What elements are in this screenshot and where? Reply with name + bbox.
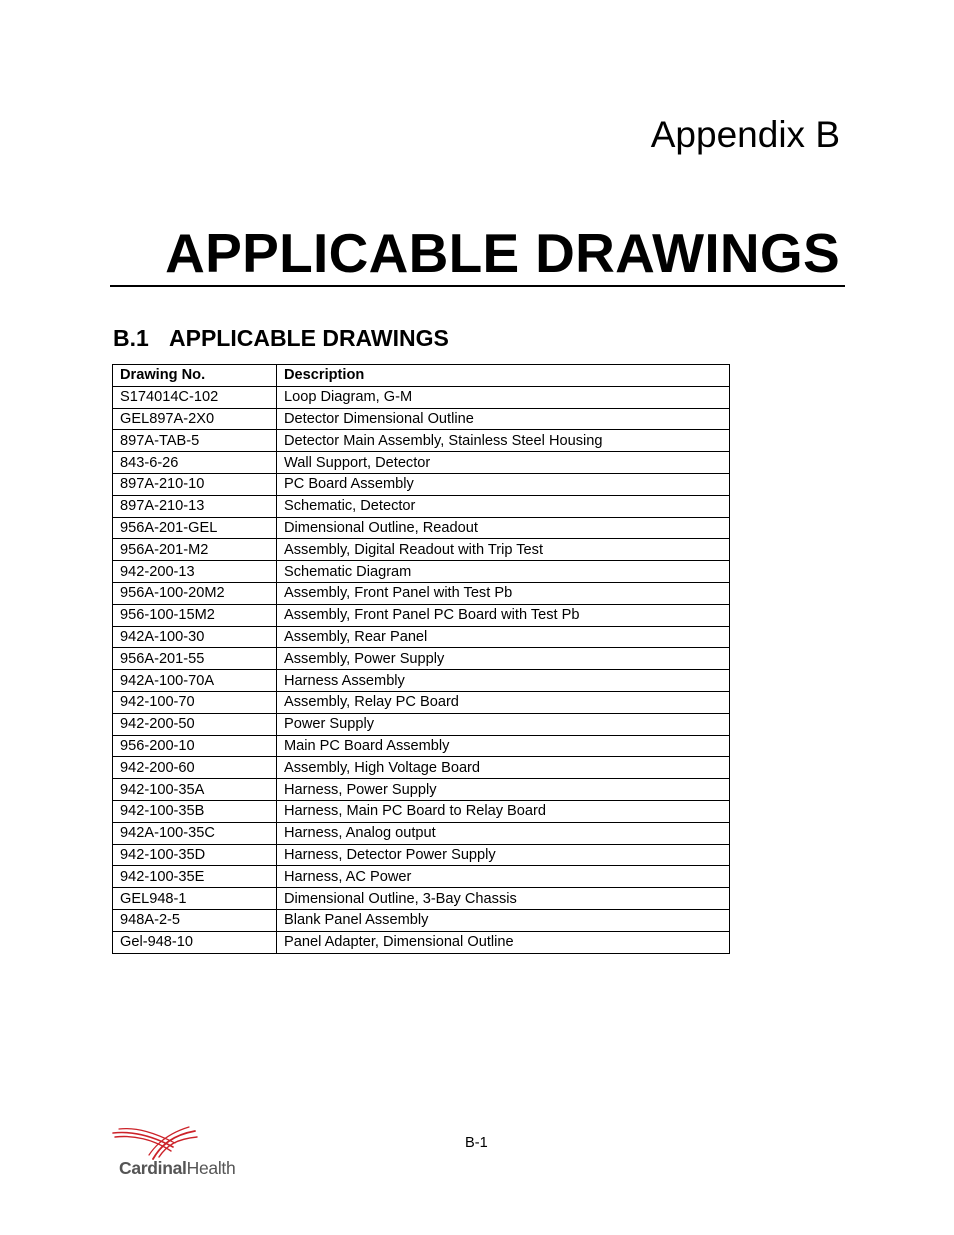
drawing-number-cell: S174014C-102 xyxy=(113,386,277,408)
drawing-number-cell: Gel-948-10 xyxy=(113,931,277,953)
drawing-number-cell: 956A-201-M2 xyxy=(113,539,277,561)
table-header-row xyxy=(113,365,730,387)
table-row xyxy=(113,561,730,583)
drawing-number-cell: 942-100-35D xyxy=(113,844,277,866)
description-cell: Detector Dimensional Outline xyxy=(277,408,730,430)
logo-text-cardinal: Cardinal xyxy=(119,1158,187,1178)
description-cell: Assembly, High Voltage Board xyxy=(277,757,730,779)
logo-text-health: Health xyxy=(186,1158,236,1178)
description-cell: Harness, Detector Power Supply xyxy=(277,844,730,866)
description-cell: Main PC Board Assembly xyxy=(277,735,730,757)
drawing-number-cell: 956A-100-20M2 xyxy=(113,582,277,604)
description-cell: Dimensional Outline, 3-Bay Chassis xyxy=(277,888,730,910)
cardinal-health-logo xyxy=(111,1125,271,1185)
table-row xyxy=(113,779,730,801)
drawing-number-cell: 956-200-10 xyxy=(113,735,277,757)
drawing-number-cell: 956-100-15M2 xyxy=(113,604,277,626)
description-cell: Blank Panel Assembly xyxy=(277,909,730,931)
description-cell: Harness Assembly xyxy=(277,670,730,692)
table-row xyxy=(113,735,730,757)
column-header-description: Description xyxy=(277,365,730,387)
drawing-number-cell: 948A-2-5 xyxy=(113,909,277,931)
table-row xyxy=(113,604,730,626)
table-row xyxy=(113,844,730,866)
description-cell: Assembly, Front Panel PC Board with Test Pb xyxy=(277,604,730,626)
table-row xyxy=(113,931,730,953)
table-row xyxy=(113,800,730,822)
description-cell: Wall Support, Detector xyxy=(277,452,730,474)
drawing-number-cell: 942A-100-30 xyxy=(113,626,277,648)
table-row xyxy=(113,648,730,670)
description-cell: Dimensional Outline, Readout xyxy=(277,517,730,539)
description-cell: Assembly, Digital Readout with Trip Test xyxy=(277,539,730,561)
description-cell: Power Supply xyxy=(277,713,730,735)
section-number: B.1 xyxy=(113,325,149,351)
description-cell: Assembly, Front Panel with Test Pb xyxy=(277,582,730,604)
section-title: APPLICABLE DRAWINGS xyxy=(169,325,449,351)
drawing-number-cell: 942A-100-35C xyxy=(113,822,277,844)
drawing-number-cell: 897A-210-10 xyxy=(113,473,277,495)
table-row xyxy=(113,822,730,844)
drawing-number-cell: 942-200-60 xyxy=(113,757,277,779)
table-row xyxy=(113,582,730,604)
table-row xyxy=(113,626,730,648)
description-cell: Panel Adapter, Dimensional Outline xyxy=(277,931,730,953)
table-row xyxy=(113,430,730,452)
table-row xyxy=(113,909,730,931)
cardinal-bird-icon xyxy=(111,1125,201,1161)
table-row xyxy=(113,713,730,735)
drawing-number-cell: 897A-210-13 xyxy=(113,495,277,517)
drawing-number-cell: 942-100-70 xyxy=(113,691,277,713)
drawing-number-cell: 942-100-35A xyxy=(113,779,277,801)
section-heading xyxy=(113,322,449,354)
table-row xyxy=(113,691,730,713)
description-cell: Assembly, Power Supply xyxy=(277,648,730,670)
column-header-drawing-no: Drawing No. xyxy=(113,365,277,387)
table-row xyxy=(113,452,730,474)
description-cell: PC Board Assembly xyxy=(277,473,730,495)
table-row xyxy=(113,888,730,910)
description-cell: Harness, Main PC Board to Relay Board xyxy=(277,800,730,822)
table-row xyxy=(113,670,730,692)
description-cell: Schematic, Detector xyxy=(277,495,730,517)
table-row xyxy=(113,386,730,408)
table-row xyxy=(113,539,730,561)
drawing-number-cell: 942-100-35E xyxy=(113,866,277,888)
description-cell: Assembly, Relay PC Board xyxy=(277,691,730,713)
title-divider xyxy=(110,285,845,287)
description-cell: Harness, AC Power xyxy=(277,866,730,888)
drawing-number-cell: 942-100-35B xyxy=(113,800,277,822)
drawings-table xyxy=(112,364,730,954)
drawing-number-cell: GEL948-1 xyxy=(113,888,277,910)
description-cell: Harness, Power Supply xyxy=(277,779,730,801)
description-cell: Harness, Analog output xyxy=(277,822,730,844)
description-cell: Detector Main Assembly, Stainless Steel Housing xyxy=(277,430,730,452)
description-cell: Schematic Diagram xyxy=(277,561,730,583)
drawing-number-cell: 897A-TAB-5 xyxy=(113,430,277,452)
table-row xyxy=(113,517,730,539)
drawing-number-cell: 942-200-50 xyxy=(113,713,277,735)
table-row xyxy=(113,408,730,430)
logo-wordmark xyxy=(119,1158,235,1179)
drawing-number-cell: GEL897A-2X0 xyxy=(113,408,277,430)
table-row xyxy=(113,866,730,888)
description-cell: Assembly, Rear Panel xyxy=(277,626,730,648)
table-row xyxy=(113,495,730,517)
drawing-number-cell: 942-200-13 xyxy=(113,561,277,583)
table-row xyxy=(113,473,730,495)
table-row xyxy=(113,757,730,779)
drawing-number-cell: 956A-201-GEL xyxy=(113,517,277,539)
appendix-label: Appendix B xyxy=(650,114,840,155)
drawing-number-cell: 942A-100-70A xyxy=(113,670,277,692)
chapter-title: APPLICABLE DRAWINGS xyxy=(165,222,840,284)
drawings-table-body xyxy=(113,386,730,953)
description-cell: Loop Diagram, G-M xyxy=(277,386,730,408)
drawing-number-cell: 843-6-26 xyxy=(113,452,277,474)
drawing-number-cell: 956A-201-55 xyxy=(113,648,277,670)
page-number: B-1 xyxy=(465,1135,488,1151)
